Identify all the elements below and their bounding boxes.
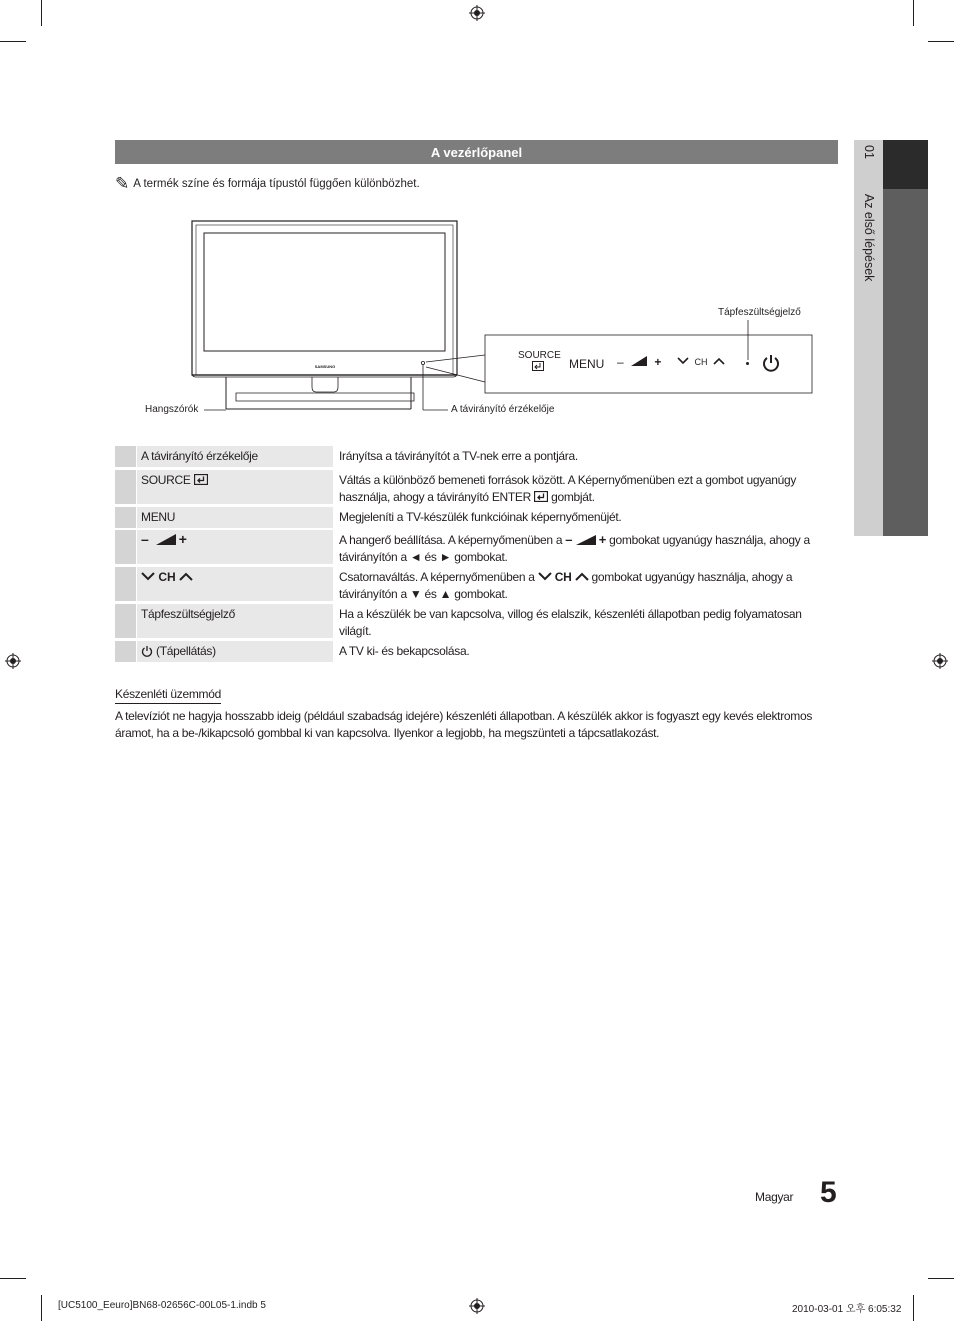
table-row-desc: A hangerő beállítása. A képernyőmenüben a – + gombokat ugyanúgy használja, ahogy a távirányítón a ◄ és ► gombokat.: [339, 532, 810, 564]
ch-label: CH: [554, 570, 572, 584]
volume-icon: [156, 534, 176, 545]
ch-label: CH: [158, 570, 176, 584]
table-row-name: [137, 567, 333, 601]
chevron-up-icon: [179, 572, 193, 581]
table-row-desc: [335, 567, 838, 601]
volume-icon: [576, 535, 596, 545]
volume-control[interactable]: [617, 355, 661, 369]
registration-mark-icon: [469, 5, 485, 21]
table-row-marker: [115, 446, 136, 467]
source-input-icon: [532, 361, 544, 371]
menu-button[interactable]: MENU: [569, 357, 605, 371]
row-name-text: (Tápellátás): [156, 644, 216, 658]
crop-mark: [913, 0, 914, 26]
note-text: A termék színe és formája típustól függően különbözhet.: [133, 178, 420, 190]
table-row-desc: [335, 507, 838, 528]
table-row-marker: [115, 641, 136, 662]
row-name-text: MENU: [141, 510, 176, 524]
row-desc-text: gombokat ugyanúgy használja, ahogy a távirányítón a ▼ és ▲ gombokat.: [339, 570, 793, 601]
row-name-text: A távirányító érzékelője: [141, 449, 258, 463]
row-desc-text: gombját.: [548, 489, 595, 504]
volume-minus[interactable]: –: [617, 355, 624, 369]
standby-heading: Készenléti üzemmód: [115, 687, 221, 704]
standby-text: A televíziót ne hagyja hosszabb ideig (például szabadság idejére) készenléti állapotban. A készülék akkor is fogyaszt egy kevés elektromos áramot, ha a be-/kikapcsoló gombbal ki van kapcsolva. Ilyenkor a legjobb, ha megszünteti a tápcsatlakozást.: [115, 709, 813, 740]
row-desc-text: Ha a készülék be van kapcsolva, villog és elalszik, készenléti állapotban pedig folyamatosan világít.: [339, 607, 802, 638]
row-name-text: SOURCE: [141, 473, 191, 487]
chapter-number: 01: [862, 145, 876, 159]
row-desc-text: A hangerő beállítása. A képernyőmenüben a: [339, 533, 566, 547]
pencil-note-icon: ✎: [115, 174, 130, 193]
crop-mark: [0, 1278, 26, 1279]
volume-plus[interactable]: +: [654, 355, 662, 369]
table-row-marker: [115, 530, 136, 564]
row-desc-text: A TV ki- és bekapcsolása.: [339, 644, 470, 658]
table-row-desc: [335, 641, 838, 662]
row-desc-text: Csatornaváltás. A képernyőmenüben a: [339, 570, 538, 584]
volume-plus: +: [178, 531, 187, 547]
table-row-name: [137, 470, 333, 504]
brand-logo: SAMSUNG: [314, 364, 336, 369]
enter-label: ENTER: [491, 489, 531, 504]
source-label: SOURCE: [518, 350, 561, 361]
note: [115, 174, 420, 194]
section-title: A vezérlőpanel: [115, 140, 838, 164]
table-row-name: [137, 446, 333, 467]
table-row-desc: [335, 470, 838, 504]
power-icon[interactable]: [761, 353, 781, 373]
tv-diagram: [140, 215, 820, 425]
table-row-marker: [115, 604, 136, 638]
power-indicator: [746, 362, 749, 365]
table-row-marker: [115, 507, 136, 528]
row-desc-text: Megjeleníti a TV-készülék funkcióinak képernyőmenüjét.: [339, 510, 622, 524]
row-desc-text: Irányítsa a távirányítót a TV-nek erre a pontjára.: [339, 449, 578, 463]
crop-mark: [41, 0, 42, 26]
row-name-text: Tápfeszültségjelző: [141, 607, 235, 621]
footer-date-info: 2010-03-01 오후 6:05:32: [792, 1304, 902, 1315]
table-row-marker: [115, 470, 136, 504]
crop-mark: [928, 1278, 954, 1279]
channel-control[interactable]: [677, 357, 725, 367]
registration-mark-icon: [932, 653, 948, 669]
chevron-down-icon: [141, 572, 155, 581]
volume-minus: –: [141, 531, 149, 547]
label-speakers: Hangszórók: [145, 404, 199, 415]
label-power-indicator: Tápfeszültségjelző: [718, 307, 801, 318]
footer-language: Magyar: [755, 1190, 794, 1204]
table-row-name: [137, 641, 333, 662]
table-row-desc: [335, 604, 838, 638]
power-icon: [141, 645, 153, 657]
table-row-desc: [335, 446, 838, 467]
crop-mark: [913, 1295, 914, 1321]
side-tab-band: [883, 189, 928, 536]
side-tab-marker: [883, 140, 928, 189]
source-input-icon: [194, 474, 208, 485]
label-remote-sensor: A távirányító érzékelője: [451, 404, 555, 415]
registration-mark-icon: [5, 653, 21, 669]
chevron-down-icon: [538, 572, 552, 581]
side-tab-label: [856, 145, 882, 530]
footer-file-info: [UC5100_Eeuro]BN68-02656C-00L05-1.indb 5: [58, 1300, 266, 1311]
table-row-name: [137, 530, 333, 564]
chapter-title: Az első lépések: [862, 193, 876, 282]
chevron-up-icon: [575, 572, 589, 581]
registration-mark-icon: [469, 1298, 485, 1314]
page-number: 5: [820, 1176, 837, 1209]
table-row-name: [137, 604, 333, 638]
table-row-marker: [115, 567, 136, 601]
ch-label: CH: [694, 357, 708, 367]
volume-icon: [631, 356, 647, 366]
row-desc-text: gombokat ugyanúgy használja, ahogy a távirányítón a ◄ és ► gombokat.: [339, 533, 810, 564]
crop-mark: [0, 41, 26, 42]
chevron-down-icon[interactable]: [677, 357, 689, 365]
source-button[interactable]: [518, 350, 561, 374]
table-row-name: [137, 507, 333, 528]
crop-mark: [928, 41, 954, 42]
row-desc-text: Váltás a különböző bemeneti források között. A Képernyőmenüben ezt a gombot ugyanúgy használja, ahogy a távirányító: [339, 473, 797, 504]
enter-icon: [534, 491, 548, 502]
chevron-up-icon[interactable]: [713, 357, 725, 365]
crop-mark: [41, 1295, 42, 1321]
